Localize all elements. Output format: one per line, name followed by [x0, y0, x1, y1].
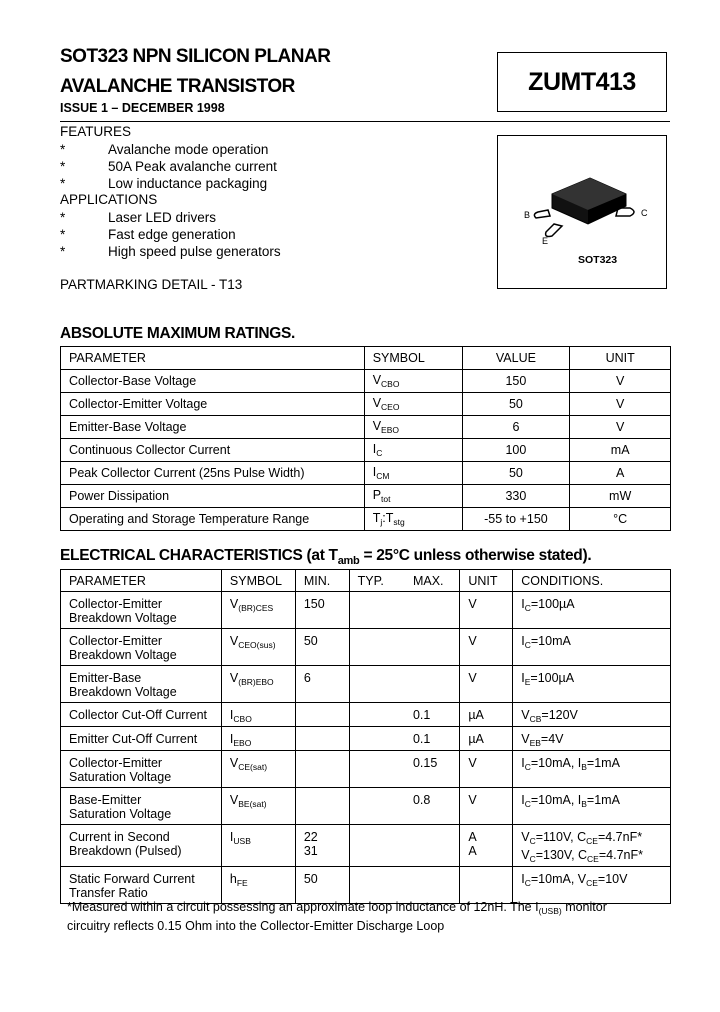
symbol-cell: $V_{CEO}$ [364, 393, 462, 416]
parameter-cell: Collector-Emitter Saturation Voltage [61, 751, 222, 788]
typ-cell [349, 825, 405, 867]
abs-max-row [61, 508, 671, 531]
pin-label-e: E [542, 236, 549, 246]
value-cell: 50 [462, 393, 570, 416]
min-cell [295, 788, 349, 825]
parameter-cell: Collector-Emitter Voltage [61, 393, 365, 416]
col-header-unit: UNIT [460, 570, 513, 592]
parameter-cell: Power Dissipation [61, 485, 365, 508]
elec-table [60, 569, 671, 904]
col-header-parameter: PARAMETER [61, 347, 365, 370]
max-cell: 0.15 [405, 751, 460, 788]
parameter-cell: Collector-Base Voltage [61, 370, 365, 393]
abs-max-row [61, 462, 671, 485]
parameter-cell: Emitter-Base Breakdown Voltage [61, 666, 222, 703]
conditions-cell: $I_E=100\mu A$ [513, 666, 671, 703]
typ-cell [349, 629, 405, 666]
typ-cell [349, 703, 405, 727]
parameter-cell: Collector-Emitter Breakdown Voltage [61, 629, 222, 666]
min-cell: 50 [295, 867, 349, 904]
pin-label-c: C [641, 208, 648, 218]
abs-max-row [61, 439, 671, 462]
unit-cell: V [460, 592, 513, 629]
unit-cell: µA [460, 727, 513, 751]
elec-row [61, 703, 671, 727]
typ-cell [349, 666, 405, 703]
unit-cell: V [460, 666, 513, 703]
unit-cell: A [570, 462, 671, 485]
parameter-cell: Continuous Collector Current [61, 439, 365, 462]
min-cell [295, 703, 349, 727]
symbol-cell: $I_{CBO}$ [221, 703, 295, 727]
symbol-cell: $V_{EBO}$ [364, 416, 462, 439]
symbol-cell: $V_{CBO}$ [364, 370, 462, 393]
symbol-cell: $V_{CE(sat)}$ [221, 751, 295, 788]
symbol-cell: $h_{FE}$ [221, 867, 295, 904]
typ-cell [349, 788, 405, 825]
unit-cell: °C [570, 508, 671, 531]
abs-max-row [61, 370, 671, 393]
parameter-cell: Emitter Cut-Off Current [61, 727, 222, 751]
max-cell: 0.8 [405, 788, 460, 825]
conditions-cell: $V_{EB}=4V$ [513, 727, 671, 751]
unit-cell: V [570, 370, 671, 393]
max-cell: 0.1 [405, 703, 460, 727]
value-cell: 6 [462, 416, 570, 439]
abs-max-header-row [61, 347, 671, 370]
max-cell: 0.1 [405, 727, 460, 751]
elec-header-row [61, 570, 671, 592]
unit-cell [460, 867, 513, 904]
min-cell: 150 [295, 592, 349, 629]
abs-max-row [61, 416, 671, 439]
col-header-symbol: SYMBOL [221, 570, 295, 592]
parameter-cell: Operating and Storage Temperature Range [61, 508, 365, 531]
symbol-cell: $I_{EBO}$ [221, 727, 295, 751]
typ-cell [349, 727, 405, 751]
unit-cell: A A [460, 825, 513, 867]
parameter-cell: Collector-Emitter Breakdown Voltage [61, 592, 222, 629]
col-header-unit: UNIT [570, 347, 671, 370]
max-cell [405, 825, 460, 867]
package-drawing-box [497, 135, 667, 289]
conditions-cell: $I_C=100\mu A$ [513, 592, 671, 629]
value-cell: 50 [462, 462, 570, 485]
features-heading: FEATURES [60, 124, 132, 139]
symbol-cell: $I_C$ [364, 439, 462, 462]
package-label: SOT323 [578, 254, 618, 266]
footnote-line-2: circuitry reflects 0.15 Ohm into the Collector-Emitter Discharge Loop [67, 919, 445, 933]
partmarking-detail: PARTMARKING DETAIL - T13 [60, 277, 243, 292]
conditions-cell: $I_C=10mA$, $I_B=1mA$ [513, 751, 671, 788]
conditions-cell: $V_C=110V$, $C_{CE}=4.7nF*$ $V_C=130V$, $C_{CE}=4.7nF*$ [513, 825, 671, 867]
col-header-symbol: SYMBOL [364, 347, 462, 370]
elec-row [61, 666, 671, 703]
pin-label-b: B [524, 210, 531, 220]
footnote-line-1: *Measured within a circuit possessing an approximate loop inductance of 12nH. The $I_{(USB)}$ monitor [67, 900, 607, 916]
footnote [67, 900, 607, 934]
symbol-cell: $V_{(BR)EBO}$ [221, 666, 295, 703]
col-header-conditions: CONDITIONS. [513, 570, 671, 592]
value-cell: -55 to +150 [462, 508, 570, 531]
parameter-cell: Emitter-Base Voltage [61, 416, 365, 439]
symbol-cell: $V_{(BR)CES}$ [221, 592, 295, 629]
applications-heading: APPLICATIONS [60, 192, 158, 207]
abs-max-heading: ABSOLUTE MAXIMUM RATINGS. [60, 325, 296, 342]
typ-cell [349, 751, 405, 788]
issue-date: ISSUE 1 – DECEMBER 1998 [60, 101, 225, 115]
min-cell: 50 [295, 629, 349, 666]
parameter-cell: Static Forward Current Transfer Ratio [61, 867, 222, 904]
symbol-cell: $V_{CEO(sus)}$ [221, 629, 295, 666]
col-header-parameter: PARAMETER [61, 570, 222, 592]
col-header-typ: TYP. [349, 570, 405, 592]
min-cell [295, 727, 349, 751]
part-number-box: ZUMT413 [497, 52, 667, 112]
title-line-1: SOT323 NPN SILICON PLANAR [60, 46, 331, 67]
sot323-package-image [498, 136, 666, 288]
min-cell [295, 751, 349, 788]
abs-max-row [61, 393, 671, 416]
elec-row [61, 629, 671, 666]
value-cell: 100 [462, 439, 570, 462]
symbol-cell: $P_{tot}$ [364, 485, 462, 508]
title-line-2: AVALANCHE TRANSISTOR [60, 76, 295, 97]
abs-max-table [60, 346, 671, 531]
conditions-cell: $V_{CB}=120V$ [513, 703, 671, 727]
parameter-cell: Peak Collector Current (25ns Pulse Width) [61, 462, 365, 485]
elec-heading: ELECTRICAL CHARACTERISTICS (at $T_{amb} = 25^\circ C$ unless otherwise stated). [60, 547, 592, 567]
elec-row [61, 592, 671, 629]
elec-row [61, 825, 671, 867]
elec-row [61, 867, 671, 904]
value-cell: 330 [462, 485, 570, 508]
unit-cell: V [570, 393, 671, 416]
col-header-max: MAX. [405, 570, 460, 592]
max-cell [405, 592, 460, 629]
symbol-cell: $I_{CM}$ [364, 462, 462, 485]
elec-row [61, 751, 671, 788]
lead-e [546, 224, 562, 237]
header-divider [60, 121, 670, 122]
parameter-cell: Base-Emitter Saturation Voltage [61, 788, 222, 825]
max-cell [405, 666, 460, 703]
lead-b [534, 210, 550, 218]
parameter-cell: Collector Cut-Off Current [61, 703, 222, 727]
unit-cell: mA [570, 439, 671, 462]
unit-cell: V [460, 788, 513, 825]
unit-cell: V [570, 416, 671, 439]
unit-cell: mW [570, 485, 671, 508]
min-cell: 6 [295, 666, 349, 703]
value-cell: 150 [462, 370, 570, 393]
elec-row [61, 727, 671, 751]
unit-cell: µA [460, 703, 513, 727]
typ-cell [349, 592, 405, 629]
max-cell [405, 867, 460, 904]
conditions-cell: $I_C=10mA$ [513, 629, 671, 666]
symbol-cell: $I_{USB}$ [221, 825, 295, 867]
abs-max-row [61, 485, 671, 508]
symbol-cell: $T_j:T_{stg}$ [364, 508, 462, 531]
conditions-cell: $I_C=10mA$, $I_B=1mA$ [513, 788, 671, 825]
unit-cell: V [460, 751, 513, 788]
elec-row [61, 788, 671, 825]
max-cell [405, 629, 460, 666]
min-cell: 22 31 [295, 825, 349, 867]
col-header-min: MIN. [295, 570, 349, 592]
symbol-cell: $V_{BE(sat)}$ [221, 788, 295, 825]
col-header-value: VALUE [462, 347, 570, 370]
parameter-cell: Current in Second Breakdown (Pulsed) [61, 825, 222, 867]
unit-cell: V [460, 629, 513, 666]
conditions-cell: $I_C=10mA$, $V_{CE}=10V$ [513, 867, 671, 904]
typ-cell [349, 867, 405, 904]
